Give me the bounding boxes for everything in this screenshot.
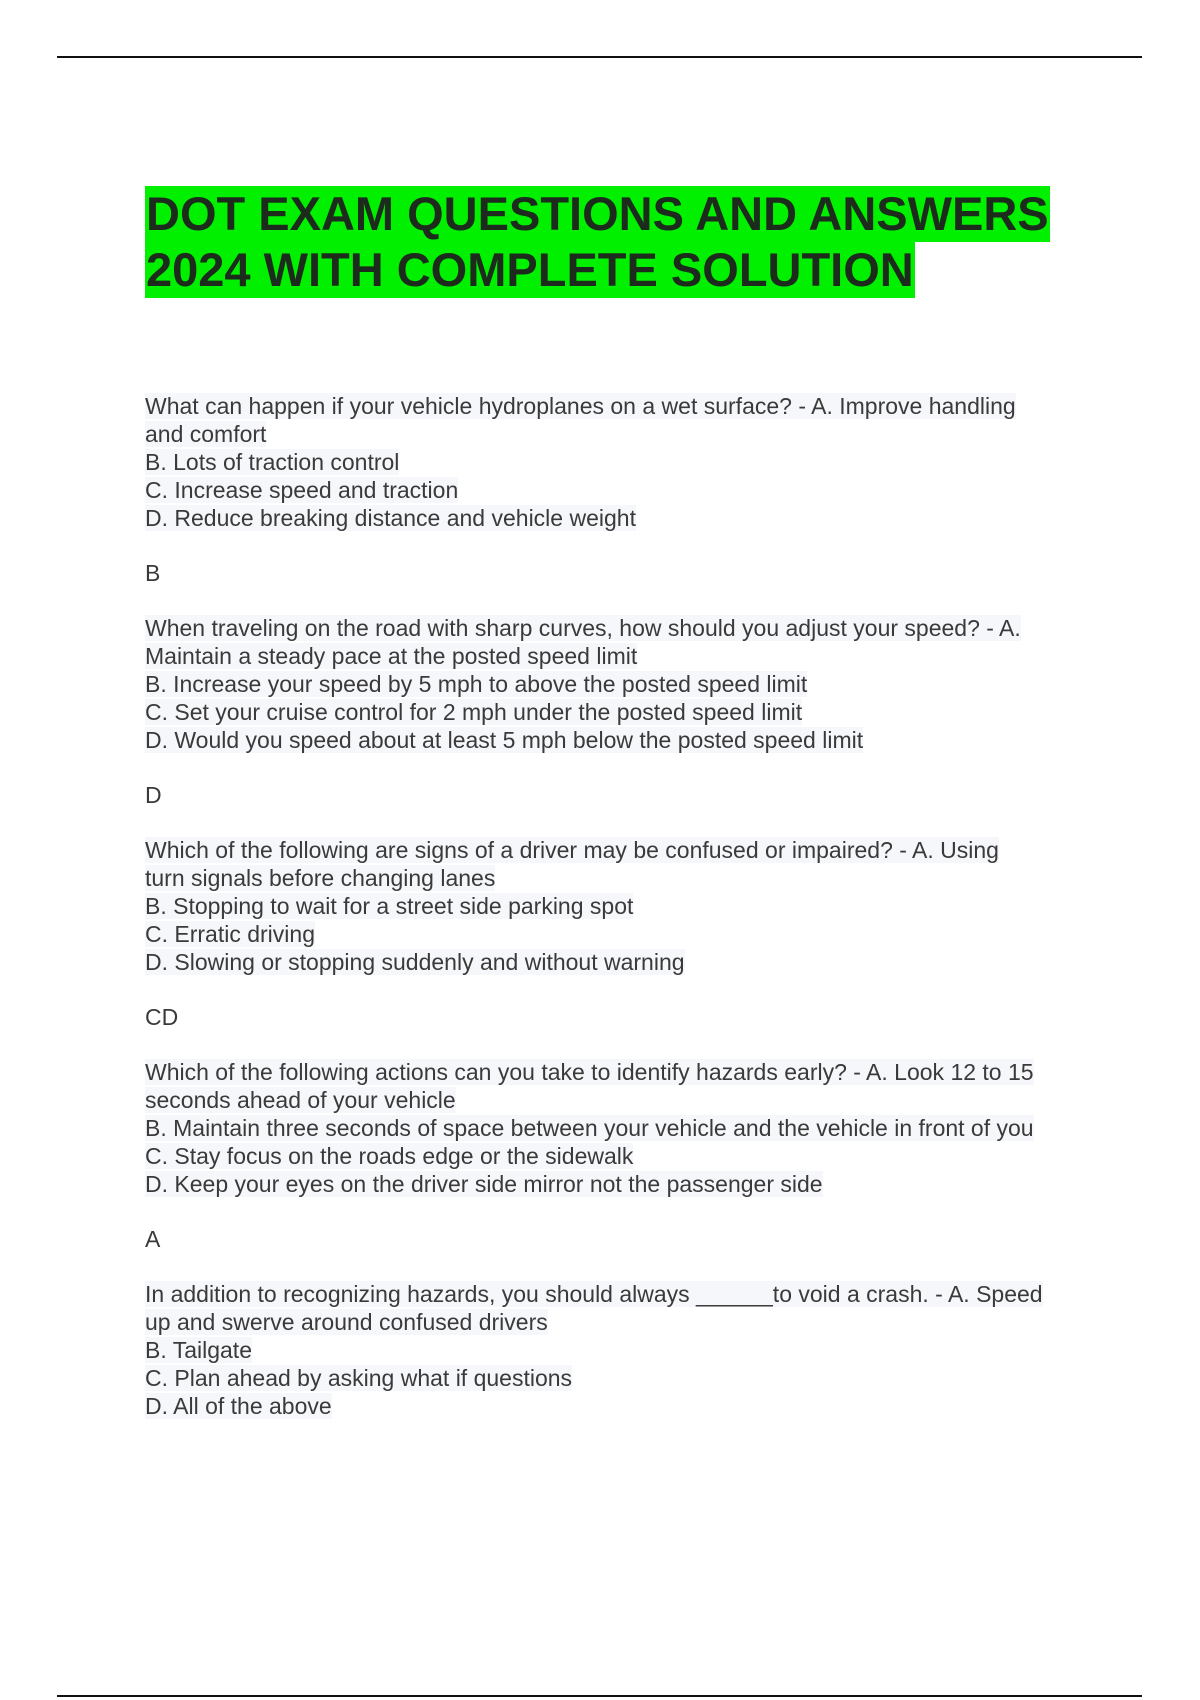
question-line: B. Lots of traction control (145, 449, 400, 475)
question-line: C. Erratic driving (145, 921, 315, 947)
question-line: D. Keep your eyes on the driver side mirror not the passenger side (145, 1171, 823, 1197)
question-line: D. Reduce breaking distance and vehicle weight (145, 505, 636, 531)
document-title (145, 186, 1050, 298)
question-line: Which of the following actions can you take to identify hazards early? - A. Look 12 to 15 (145, 1059, 1034, 1085)
title-line: DOT EXAM QUESTIONS AND ANSWERS (146, 187, 1049, 240)
answer-text: B (145, 560, 161, 586)
question-text (145, 1280, 1105, 1420)
question-list (145, 392, 1105, 1420)
question-line: What can happen if your vehicle hydroplanes on a wet surface? - A. Improve handling (145, 393, 1016, 419)
question-line: turn signals before changing lanes (145, 865, 496, 891)
question-text (145, 1058, 1105, 1198)
top-rule (57, 56, 1142, 58)
question-text (145, 836, 1105, 976)
question-line: B. Stopping to wait for a street side parking spot (145, 893, 634, 919)
question-line: C. Increase speed and traction (145, 477, 459, 503)
answer-text: A (145, 1226, 161, 1252)
question-line: B. Maintain three seconds of space between your vehicle and the vehicle in front of you (145, 1115, 1034, 1141)
question-line: D. Slowing or stopping suddenly and without warning (145, 949, 685, 975)
title-line: 2024 WITH COMPLETE SOLUTION (146, 243, 914, 296)
question-line: D. Would you speed about at least 5 mph below the posted speed limit (145, 727, 864, 753)
question-line: In addition to recognizing hazards, you should always ______to void a crash. - A. Speed (145, 1281, 1043, 1307)
question-block (145, 836, 1105, 1031)
question-line: Maintain a steady pace at the posted speed limit (145, 643, 638, 669)
question-line: seconds ahead of your vehicle (145, 1087, 456, 1113)
question-block (145, 1058, 1105, 1253)
question-text (145, 614, 1105, 754)
question-line: B. Tailgate (145, 1337, 252, 1363)
question-line: Which of the following are signs of a driver may be confused or impaired? - A. Using (145, 837, 999, 863)
answer-text: D (145, 782, 162, 808)
question-line: C. Set your cruise control for 2 mph under the posted speed limit (145, 699, 803, 725)
question-text (145, 392, 1105, 532)
question-line: C. Plan ahead by asking what if questions (145, 1365, 573, 1391)
question-line: and comfort (145, 421, 267, 447)
question-block (145, 1280, 1105, 1420)
question-line: up and swerve around confused drivers (145, 1309, 548, 1335)
question-block (145, 392, 1105, 587)
answer-text: CD (145, 1004, 179, 1030)
question-block (145, 614, 1105, 809)
question-line: When traveling on the road with sharp curves, how should you adjust your speed? - A. (145, 615, 1021, 641)
question-line: B. Increase your speed by 5 mph to above the posted speed limit (145, 671, 808, 697)
bottom-rule (57, 1695, 1142, 1697)
question-line: C. Stay focus on the roads edge or the sidewalk (145, 1143, 634, 1169)
question-line: D. All of the above (145, 1393, 332, 1419)
